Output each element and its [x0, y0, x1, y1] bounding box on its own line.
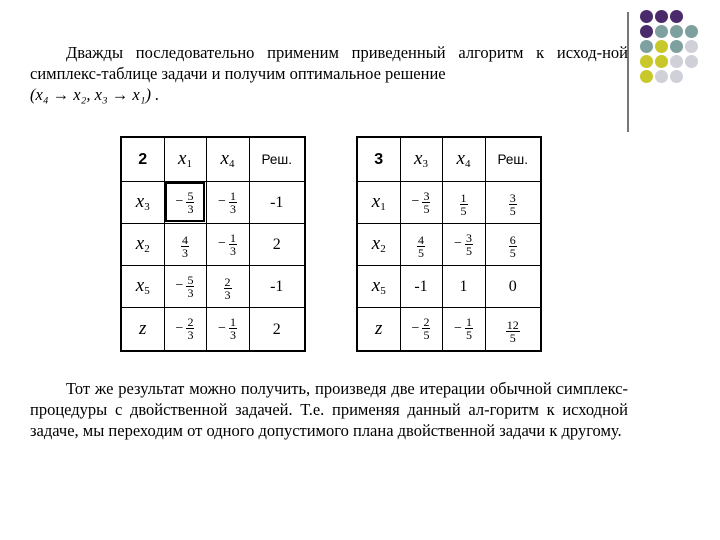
- fraction: − $\frac{5}{3}$: [175, 272, 194, 300]
- solution-cell: [249, 307, 305, 351]
- solution-cell: [249, 181, 305, 223]
- pivot-cell: [164, 181, 206, 223]
- simplex-table-2: [356, 136, 542, 352]
- decorative-dot: [670, 55, 683, 68]
- decorative-dot: [685, 40, 698, 53]
- row-header: $x_1$: [357, 181, 400, 223]
- fraction: 2 3: [224, 275, 231, 302]
- row-header: z: [121, 307, 164, 351]
- row-header: $x_2$: [121, 223, 164, 265]
- fraction: − $\frac{1}{3}$: [218, 315, 236, 343]
- fraction: − $\frac{3}{5}$: [411, 188, 430, 216]
- table-row: [357, 223, 541, 265]
- table-row: [357, 307, 541, 351]
- col-header: $x_3$: [400, 137, 442, 181]
- table-cell: [442, 265, 485, 307]
- col-header-res: Реш.: [485, 137, 541, 181]
- col-header: $x_4$: [206, 137, 249, 181]
- solution-cell: [485, 265, 541, 307]
- table-cell: [206, 223, 249, 265]
- paragraph-intro: [30, 42, 628, 105]
- fraction: − $\frac{5}{3}$: [175, 188, 194, 216]
- table-row: [121, 307, 305, 351]
- col-header: $x_4$: [442, 137, 485, 181]
- solution-cell: [485, 307, 541, 351]
- decorative-dot: [655, 25, 668, 38]
- row-header: $x_5$: [357, 265, 400, 307]
- cell-value: -1: [270, 194, 284, 211]
- solution-cell: [249, 265, 305, 307]
- decorative-dot: [655, 70, 668, 83]
- table-corner: 3: [357, 137, 400, 181]
- fraction: 4 5: [418, 233, 424, 260]
- row-header: z: [357, 307, 400, 351]
- table-cell: [400, 223, 442, 265]
- cell-value: -1: [270, 278, 284, 295]
- table-row: [121, 265, 305, 307]
- table-cell: [442, 307, 485, 351]
- paragraph-conclusion-text: Тот же результат можно получить, произведя две итерации обычной симплекс-процедуры с двойственной задачей. Т.е. применяя данный ал-горитм к исходной задаче, мы переходим от одного допустимого плана двойственной задачи к другому.: [30, 379, 628, 440]
- fraction: − $\frac{3}{5}$: [454, 230, 472, 258]
- decorative-dot: [655, 55, 668, 68]
- fraction: 4 3: [182, 233, 188, 260]
- decorative-dot: [670, 40, 683, 53]
- fraction: − $\frac{1}{3}$: [218, 188, 236, 216]
- solution-formula: (x₄ → x₂, x₃ → x₁) .: [30, 85, 160, 104]
- col-header: $x_1$: [164, 137, 206, 181]
- decorative-dot: [640, 40, 653, 53]
- table-row: [121, 181, 305, 223]
- decorative-dots: [640, 10, 710, 120]
- table-row: [357, 265, 541, 307]
- solution-cell: [485, 181, 541, 223]
- row-header: $x_5$: [121, 265, 164, 307]
- fraction: 6 5: [509, 233, 516, 260]
- decorative-dot: [655, 10, 668, 23]
- decorative-dot: [640, 25, 653, 38]
- cell-value: -1: [414, 278, 428, 295]
- decorative-dot: [685, 25, 698, 38]
- fraction: 3 5: [509, 191, 516, 218]
- fraction: 1 5: [460, 191, 467, 218]
- solution-cell: [485, 223, 541, 265]
- fraction: − $\frac{1}{3}$: [218, 230, 236, 258]
- fraction: − $\frac{1}{5}$: [454, 315, 472, 343]
- table-cell: [442, 223, 485, 265]
- table-cell: [400, 307, 442, 351]
- decorative-dot: [655, 40, 668, 53]
- fraction: − $\frac{2}{5}$: [411, 315, 430, 343]
- fraction: 12 5: [506, 317, 519, 345]
- decorative-dot: [670, 10, 683, 23]
- solution-cell: [249, 223, 305, 265]
- table-cell: [164, 307, 206, 351]
- decorative-dot: [640, 10, 653, 23]
- paragraph-intro-text: Дважды последовательно применим приведенный алгоритм к исход-ной симплекс-таблице задачи и получим оптимальное решение: [30, 43, 628, 83]
- cell-value: 1: [459, 278, 468, 295]
- row-header: $x_2$: [357, 223, 400, 265]
- paragraph-conclusion: [30, 378, 628, 441]
- table-cell: [164, 223, 206, 265]
- row-header: $x_3$: [121, 181, 164, 223]
- table-cell: [400, 265, 442, 307]
- table-cell: [442, 181, 485, 223]
- decorative-dot: [685, 55, 698, 68]
- simplex-table-1: [120, 136, 306, 352]
- cell-value: 0: [508, 278, 517, 295]
- cell-value: 2: [272, 236, 281, 253]
- decorative-dot: [640, 55, 653, 68]
- decorative-dot: [670, 70, 683, 83]
- table-cell: [206, 265, 249, 307]
- table-row: [121, 223, 305, 265]
- decorative-dot: [670, 25, 683, 38]
- cell-value: 2: [272, 320, 281, 338]
- decorative-dot: [640, 70, 653, 83]
- table-row: [357, 181, 541, 223]
- table-cell: [206, 181, 249, 223]
- table-cell: [164, 265, 206, 307]
- table-corner: 2: [121, 137, 164, 181]
- table-cell: [206, 307, 249, 351]
- col-header-res: Реш.: [249, 137, 305, 181]
- fraction: − $\frac{2}{3}$: [175, 315, 194, 343]
- table-cell: [400, 181, 442, 223]
